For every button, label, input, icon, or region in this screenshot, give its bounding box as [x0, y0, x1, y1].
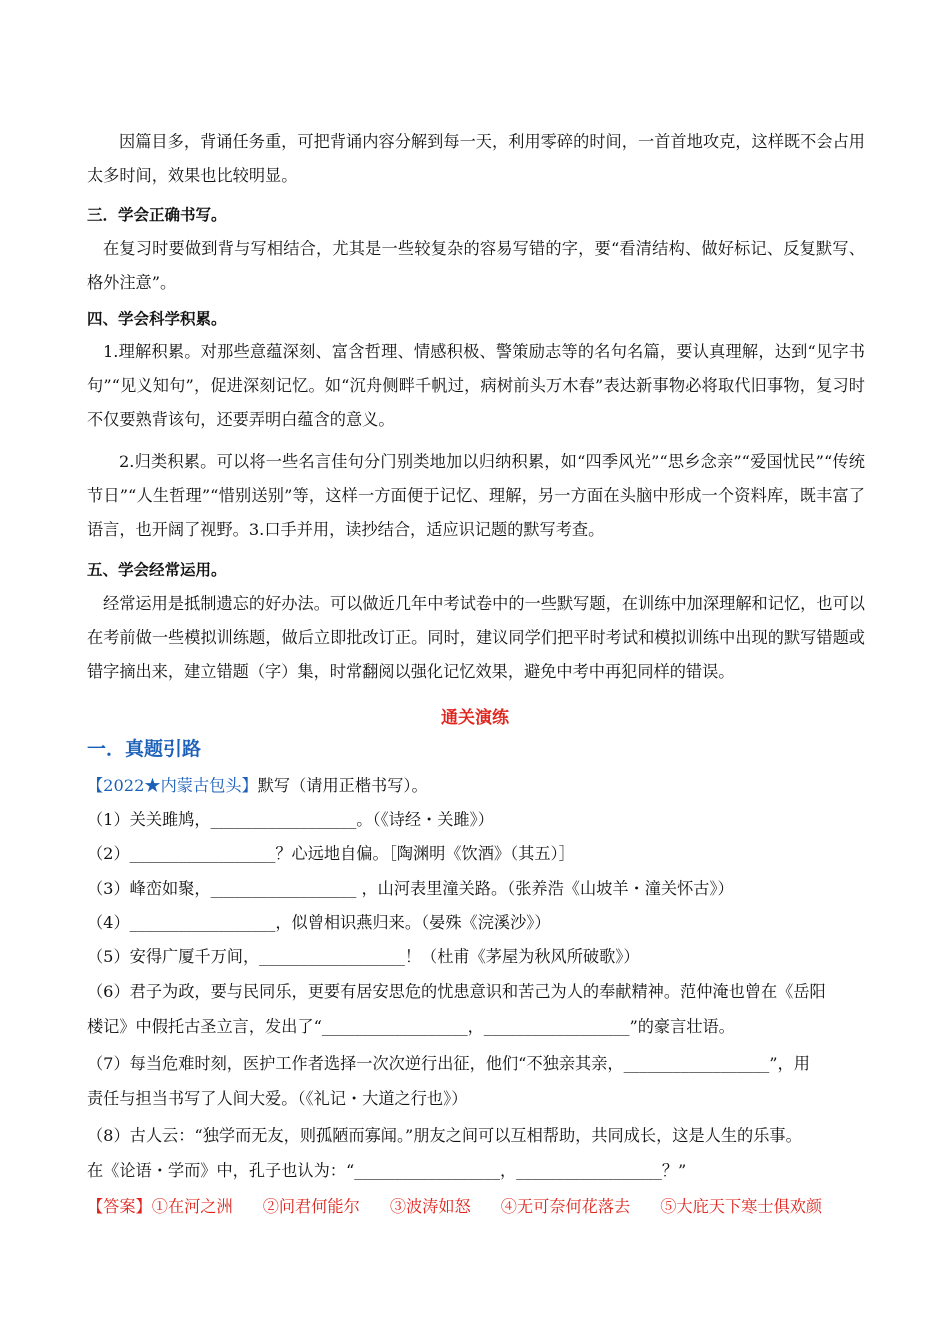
question-item-2: （2）__________________？心远地自偏。［陶渊明《饮酒》（其五）］ [87, 844, 575, 863]
answer-item-1: ①在河之洲 [151, 1197, 233, 1216]
question-instruction: 默写（请用正楷书写）。 [257, 776, 428, 795]
section-4-paragraph-1: 1.理解积累。对那些意蕴深刻、富含哲理、情感积极、警策励志等的名句名篇，要认真理解，达到“见字书句”“见义知句”，促进深刻记忆。如“沉舟侧畔千帆过，病树前头万木春”表达新事物必将取代旧事物，复习时不仅要熟背该句，还要弄明白蕴含的意义。 [87, 342, 865, 429]
section-heading-3: 三．学会正确书写。 [87, 206, 227, 224]
answer-line [87, 1195, 822, 1219]
practice-title: 通关演练 [441, 708, 509, 728]
question-source-tag: 【2022★内蒙古包头】 [87, 776, 258, 795]
question-item-5: （5）安得广厦千万间，__________________！（杜甫《茅屋为秋风所破歌》） [87, 947, 640, 966]
question-item-3: （3）峰峦如聚，__________________ ，山河表里潼关路。（张养浩《山坡羊・潼关怀古》） [87, 879, 734, 898]
question-item-7-line-1: （7）每当危难时刻，医护工作者选择一次次逆行出征，他们“不独亲其亲，__________________”，用 [87, 1054, 810, 1073]
answer-label: 【答案】 [87, 1197, 152, 1216]
question-item-8-line-1: （8）古人云：“独学而无友，则孤陋而寡闻。”朋友之间可以互相帮助，共同成长，这是人生的乐事。 [87, 1126, 802, 1145]
section-4-paragraph-2: 2.归类积累。可以将一些名言佳句分门别类地加以归纳积累，如“四季风光”“思乡念亲”“爱国忧民”“传统节日”“人生哲理”“惜别送别”等，这样一方面便于记忆、理解，另一方面在头脑中形成一个资料库，既丰富了语言，也开阔了视野。3.口手并用，读抄结合，适应识记题的默写考查。 [87, 452, 865, 539]
answer-item-5: ⑤大庇天下寒士俱欢颜 [660, 1197, 823, 1216]
question-item-4: （4）__________________，似曾相识燕归来。（晏殊《浣溪沙》） [87, 913, 551, 932]
question-header [87, 774, 428, 798]
question-item-6-line-2: 楼记》中假托古圣立言，发出了“__________________，__________________”的豪言壮语。 [87, 1017, 735, 1036]
question-item-1: （1）关关雎鸠，__________________。（《诗经・关雎》） [87, 810, 494, 829]
answer-item-2: ②问君何能尔 [262, 1197, 360, 1216]
section-5-paragraph: 经常运用是抵制遗忘的好办法。可以做近几年中考试卷中的一些默写题，在训练中加深理解和记忆，也可以在考前做一些模拟训练题，做后立即批改订正。同时，建议同学们把平时考试和模拟训练中出现的默写错题或错字摘出来，建立错题（字）集，时常翻阅以强化记忆效果，避免中考中再犯同样的错误。 [87, 594, 865, 681]
answer-item-3: ③波涛如怒 [389, 1197, 471, 1216]
question-item-6-line-1: （6）君子为政，要与民同乐，更要有居安思危的忧患意识和苦己为人的奉献精神。范仲淹也曾在《岳阳 [87, 982, 826, 1001]
answer-item-4: ④无可奈何花落去 [500, 1197, 631, 1216]
intro-paragraph: 因篇目多，背诵任务重，可把背诵内容分解到每一天，利用零碎的时间，一首首地攻克，这样既不会占用太多时间，效果也比较明显。 [87, 132, 865, 185]
section-heading-4: 四、学会科学积累。 [87, 310, 227, 328]
section-3-paragraph: 在复习时要做到背与写相结合，尤其是一些较复杂的容易写错的字，要“看清结构、做好标记、反复默写、格外注意”。 [87, 239, 865, 292]
section-heading-5: 五、学会经常运用。 [87, 561, 227, 579]
question-item-7-line-2: 责任与担当书写了人间大爱。（《礼记・大道之行也》） [87, 1089, 468, 1108]
section-title-real-questions: 一．真题引路 [87, 738, 202, 760]
question-item-8-line-2: 在《论语・学而》中，孔子也认为：“__________________，__________________？” [87, 1161, 687, 1180]
